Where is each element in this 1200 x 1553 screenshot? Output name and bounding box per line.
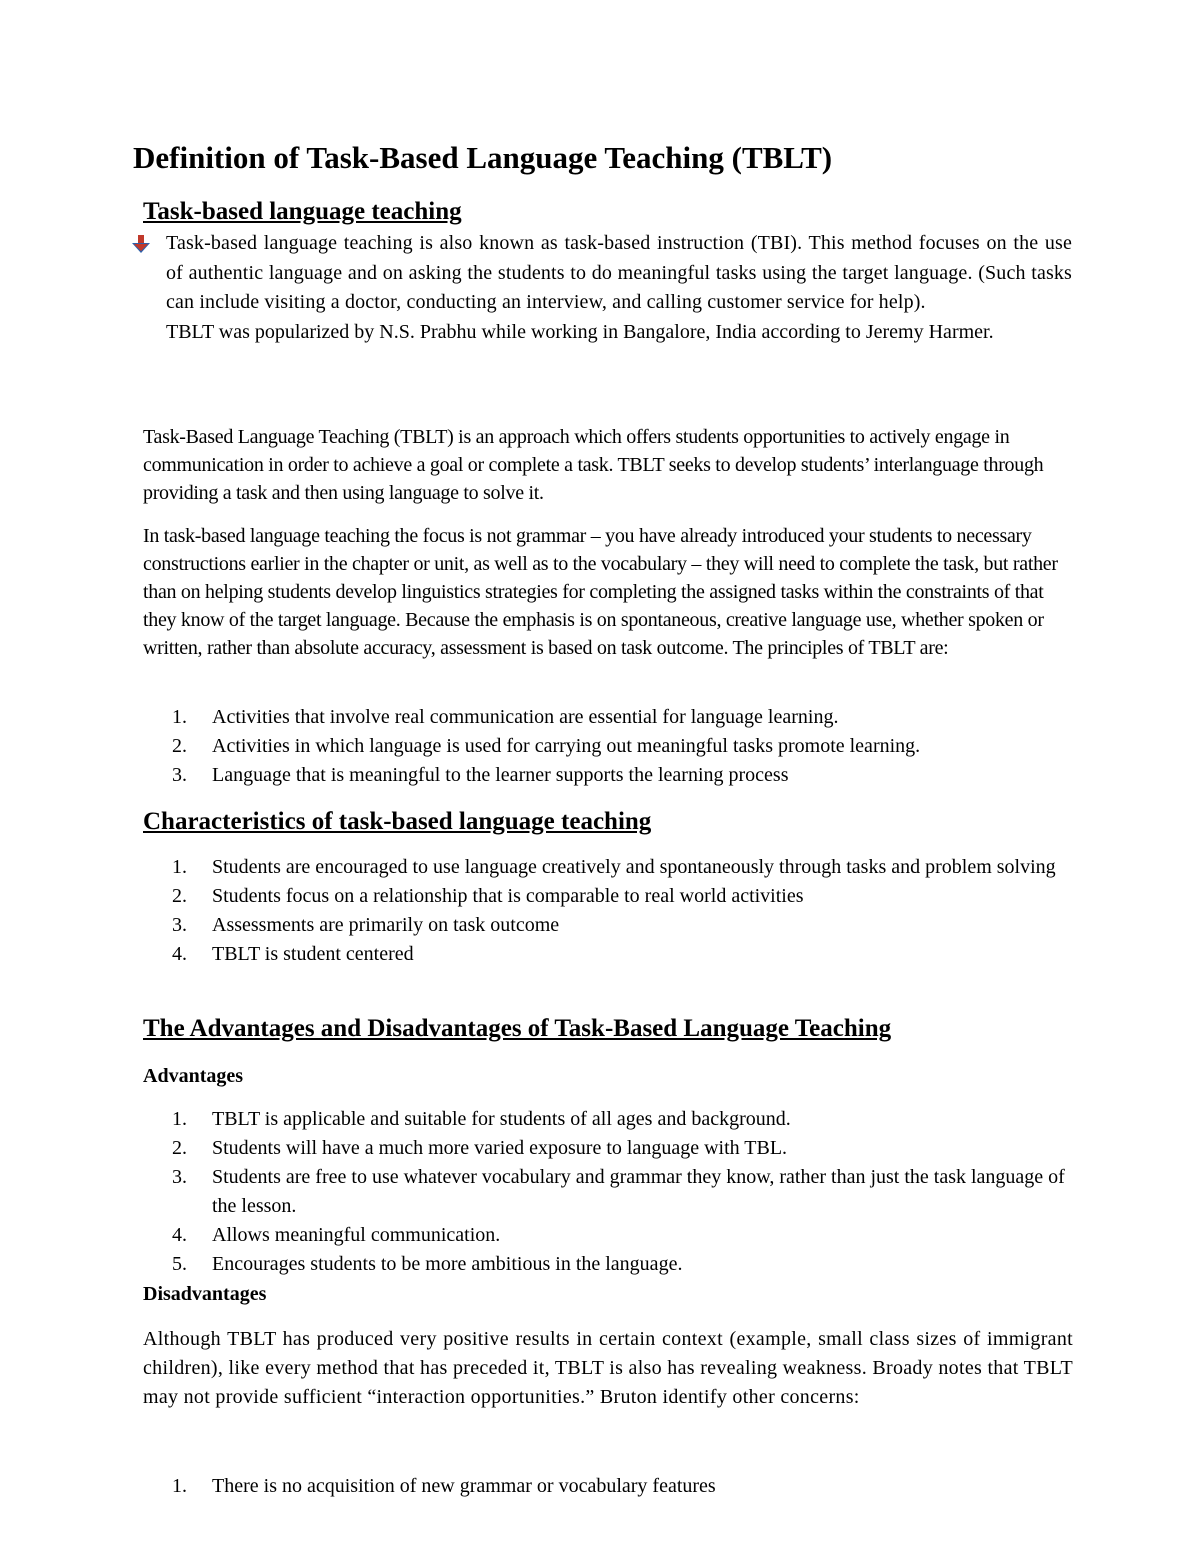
list-number: 4. xyxy=(172,943,187,965)
list-item xyxy=(172,882,1072,911)
list-item xyxy=(172,1250,1072,1279)
document-title: Definition of Task-Based Language Teaching (TBLT) xyxy=(133,140,833,175)
list-item xyxy=(172,703,1072,732)
list-number: 1. xyxy=(172,856,187,878)
list-item xyxy=(172,1221,1072,1250)
list-number: 3. xyxy=(172,764,187,786)
list-text: Students will have a much more varied exposure to language with TBL. xyxy=(212,1137,788,1159)
list-text: Students are free to use whatever vocabulary and grammar they know, rather than just the task language of the lesson. xyxy=(212,1166,1065,1217)
section-heading-advantages-disadvantages: The Advantages and Disadvantages of Task-Based Language Teaching xyxy=(143,1015,892,1042)
list-text: Allows meaningful communication. xyxy=(212,1224,501,1246)
list-text: TBLT is applicable and suitable for students of all ages and background. xyxy=(212,1108,791,1130)
list-text: Students are encouraged to use language creatively and spontaneously through tasks and problem solving xyxy=(212,856,1056,878)
list-item xyxy=(172,1163,1072,1221)
list-text: Language that is meaningful to the learner supports the learning process xyxy=(212,764,789,786)
list-number: 2. xyxy=(172,885,187,907)
disadvantages-label: Disadvantages xyxy=(143,1283,267,1305)
list-number: 5. xyxy=(172,1253,187,1275)
paragraph-disadvantages: Although TBLT has produced very positive results in certain context (example, small class sizes of immigrant children), like every method that has preceded it, TBLT is also has revealing weakness. Broady notes that TBLT may not provide sufficient “interaction opportunities.” Bruton identify other concerns: xyxy=(143,1328,1073,1408)
down-arrow-bullet-icon xyxy=(131,234,151,254)
advantages-list xyxy=(172,1105,1072,1279)
list-number: 4. xyxy=(172,1224,187,1246)
list-number: 2. xyxy=(172,1137,187,1159)
bullet-text-2: TBLT was popularized by N.S. Prabhu while working in Bangalore, India according to Jeremy Harmer. xyxy=(166,320,994,343)
list-number: 2. xyxy=(172,735,187,757)
section-heading-tblt: Task-based language teaching xyxy=(143,198,462,225)
list-text: There is no acquisition of new grammar or vocabulary features xyxy=(212,1475,716,1497)
list-item xyxy=(172,853,1072,882)
list-item xyxy=(172,732,1072,761)
list-text: Activities that involve real communication are essential for language learning. xyxy=(212,706,839,728)
list-text: TBLT is student centered xyxy=(212,943,414,965)
list-text: Encourages students to be more ambitious in the language. xyxy=(212,1253,683,1275)
list-number: 3. xyxy=(172,914,187,936)
list-item xyxy=(172,761,1072,790)
list-item xyxy=(172,1105,1072,1134)
characteristics-list xyxy=(172,853,1072,969)
list-text: Assessments are primarily on task outcome xyxy=(212,914,560,936)
paragraph-tblt-approach: Task-Based Language Teaching (TBLT) is an approach which offers students opportunities to actively engage in communication in order to achieve a goal or complete a task. TBLT seeks to develop students’ interlanguage through providing a task and then using language to solve it. xyxy=(143,426,1044,504)
list-text: Students focus on a relationship that is comparable to real world activities xyxy=(212,885,804,907)
list-text: Activities in which language is used for carrying out meaningful tasks promote learning. xyxy=(212,735,921,757)
paragraph-tblt-focus: In task-based language teaching the focus is not grammar – you have already introduced your students to necessary constructions earlier in the chapter or unit, as well as to the vocabulary – they will need to complete the task, but rather than on helping students develop linguistics strategies for completing the assigned tasks within the constraints of that they know of the target language. Because the emphasis is on spontaneous, creative language use, whether spoken or written, rather than absolute accuracy, assessment is based on task outcome. The principles of TBLT are: xyxy=(143,525,1058,659)
advantages-label: Advantages xyxy=(143,1065,244,1087)
principles-list xyxy=(172,703,1072,790)
section-heading-characteristics: Characteristics of task-based language teaching xyxy=(143,808,652,835)
list-number: 1. xyxy=(172,1108,187,1130)
concerns-list xyxy=(172,1472,1072,1501)
list-item xyxy=(172,1134,1072,1163)
list-item xyxy=(172,940,1072,969)
list-item xyxy=(172,911,1072,940)
list-number: 1. xyxy=(172,706,187,728)
list-number: 3. xyxy=(172,1166,187,1188)
bullet-text: Task-based language teaching is also known as task-based instruction (TBI). This method focuses on the use of authentic language and on asking the students to do meaningful tasks using the target language. (Such tasks can include visiting a doctor, conducting an interview, and calling customer service for help). xyxy=(166,232,1072,313)
bullet-item xyxy=(166,229,1072,347)
list-item xyxy=(172,1472,1072,1501)
list-number: 1. xyxy=(172,1475,187,1497)
